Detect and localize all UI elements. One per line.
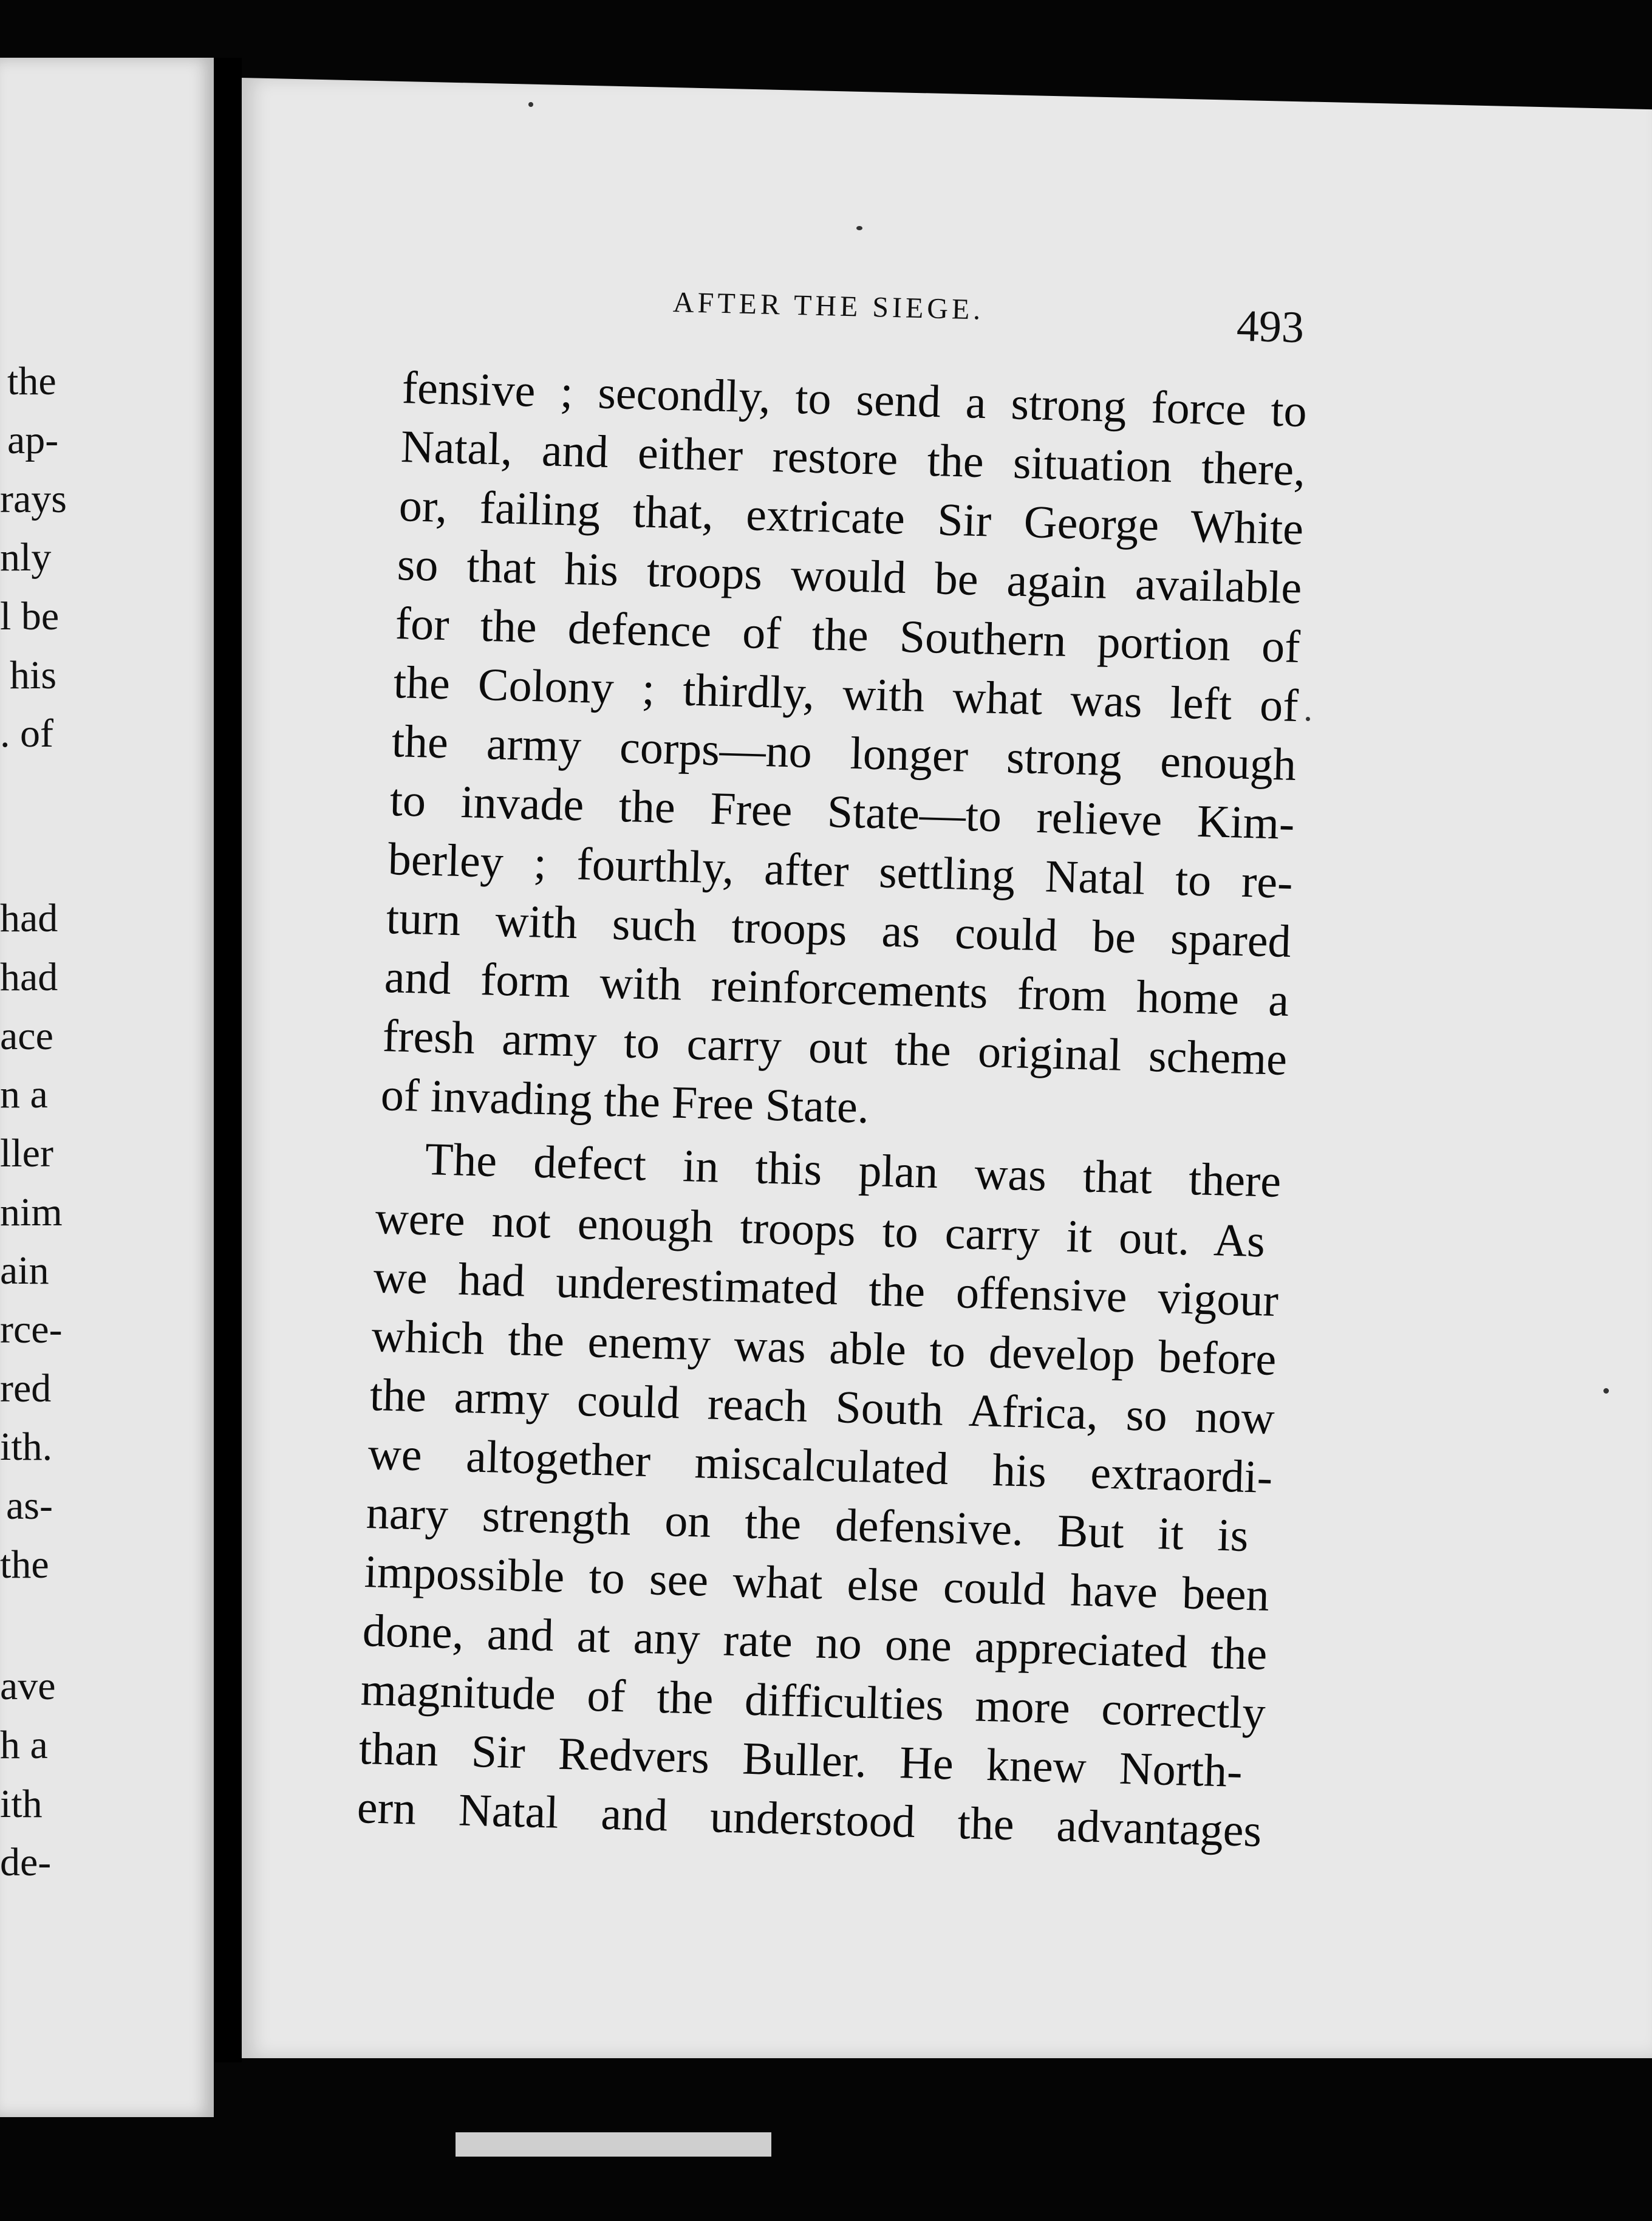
left-page-line: red — [0, 1366, 52, 1411]
left-page-line: nim — [0, 1190, 63, 1234]
left-page-line: de- — [0, 1840, 52, 1884]
body-line: done, and at any rate no one appreciated the — [361, 1605, 1268, 1680]
body-line: the Colony ; thirdly, with what was left of — [392, 657, 1299, 731]
paper-speck — [528, 102, 533, 107]
body-line: berley ; fourthly, after settling Natal to re- — [387, 833, 1294, 908]
body-line: which the enemy was able to develop before — [370, 1310, 1277, 1385]
left-page-line: rce- — [0, 1307, 63, 1352]
left-page-line: had — [0, 955, 58, 999]
left-page-line: ace — [0, 1014, 53, 1058]
paper-speck — [856, 226, 862, 230]
page-number: 493 — [1236, 301, 1305, 353]
body-line: the army corps—no longer strong enough — [391, 716, 1297, 790]
body-line: so that his troops would be again available — [396, 539, 1303, 614]
body-line: we altogether miscalculated his extraordi- — [367, 1428, 1274, 1503]
body-line: and form with reinforcements from home a — [383, 951, 1290, 1026]
left-page-line: as- — [6, 1484, 53, 1528]
body-line: of invading the Free State. — [380, 1069, 870, 1134]
body-line: to invade the Free State—to relieve Kim- — [389, 775, 1295, 849]
left-page-line: ap- — [7, 418, 59, 462]
left-page-line: ave — [0, 1664, 56, 1708]
body-line: ern Natal and understood the advantages — [356, 1782, 1263, 1857]
body-line: magnitude of the difficulties more correctly — [360, 1664, 1266, 1739]
left-page-line: h a — [0, 1723, 48, 1767]
body-line: nary strength on the defensive. But it is — [365, 1487, 1249, 1562]
left-page-line: rays — [0, 477, 67, 521]
left-page-line: the — [0, 1542, 49, 1587]
left-page-line: ller — [0, 1131, 53, 1176]
left-page-line: his — [10, 653, 57, 697]
body-line: The defect in this plan was that there — [424, 1134, 1282, 1207]
paper-speck — [1306, 717, 1310, 721]
body-line: impossible to see what else could have been — [363, 1546, 1270, 1621]
body-line: than Sir Redvers Buller. He knew North- — [358, 1723, 1243, 1798]
body-line: for the defence of the Southern portion of — [394, 598, 1301, 672]
body-line: fresh army to carry out the original scheme — [381, 1010, 1288, 1085]
body-line: fensive ; secondly, to send a strong force to — [401, 362, 1308, 437]
left-page-line: had — [0, 896, 58, 940]
left-page-line: . of — [0, 711, 53, 756]
left-page-line: ith — [0, 1782, 43, 1826]
left-page — [0, 58, 214, 2117]
body-line: we had underestimated the offensive vigour — [372, 1251, 1279, 1326]
body-line: Natal, and either restore the situation there, — [400, 421, 1306, 496]
paper-speck — [1603, 1388, 1609, 1394]
left-page-line: the — [7, 359, 56, 403]
left-page-line: l be — [0, 594, 60, 638]
body-line: were not enough troops to carry it out. As — [374, 1193, 1266, 1267]
body-line: or, failing that, extricate Sir George White — [398, 480, 1305, 555]
left-page-line: nly — [0, 535, 52, 580]
left-page-line: ith. — [0, 1425, 53, 1469]
body-line: turn with such troops as could be spared — [385, 892, 1292, 967]
left-page-line: n a — [0, 1072, 48, 1117]
book-gutter — [214, 58, 242, 2062]
running-header: AFTER THE SIEGE. — [672, 286, 985, 326]
body-line: the army could reach South Africa, so now — [369, 1369, 1275, 1444]
left-page-line: ain — [0, 1248, 49, 1293]
page-tab — [456, 2132, 771, 2157]
